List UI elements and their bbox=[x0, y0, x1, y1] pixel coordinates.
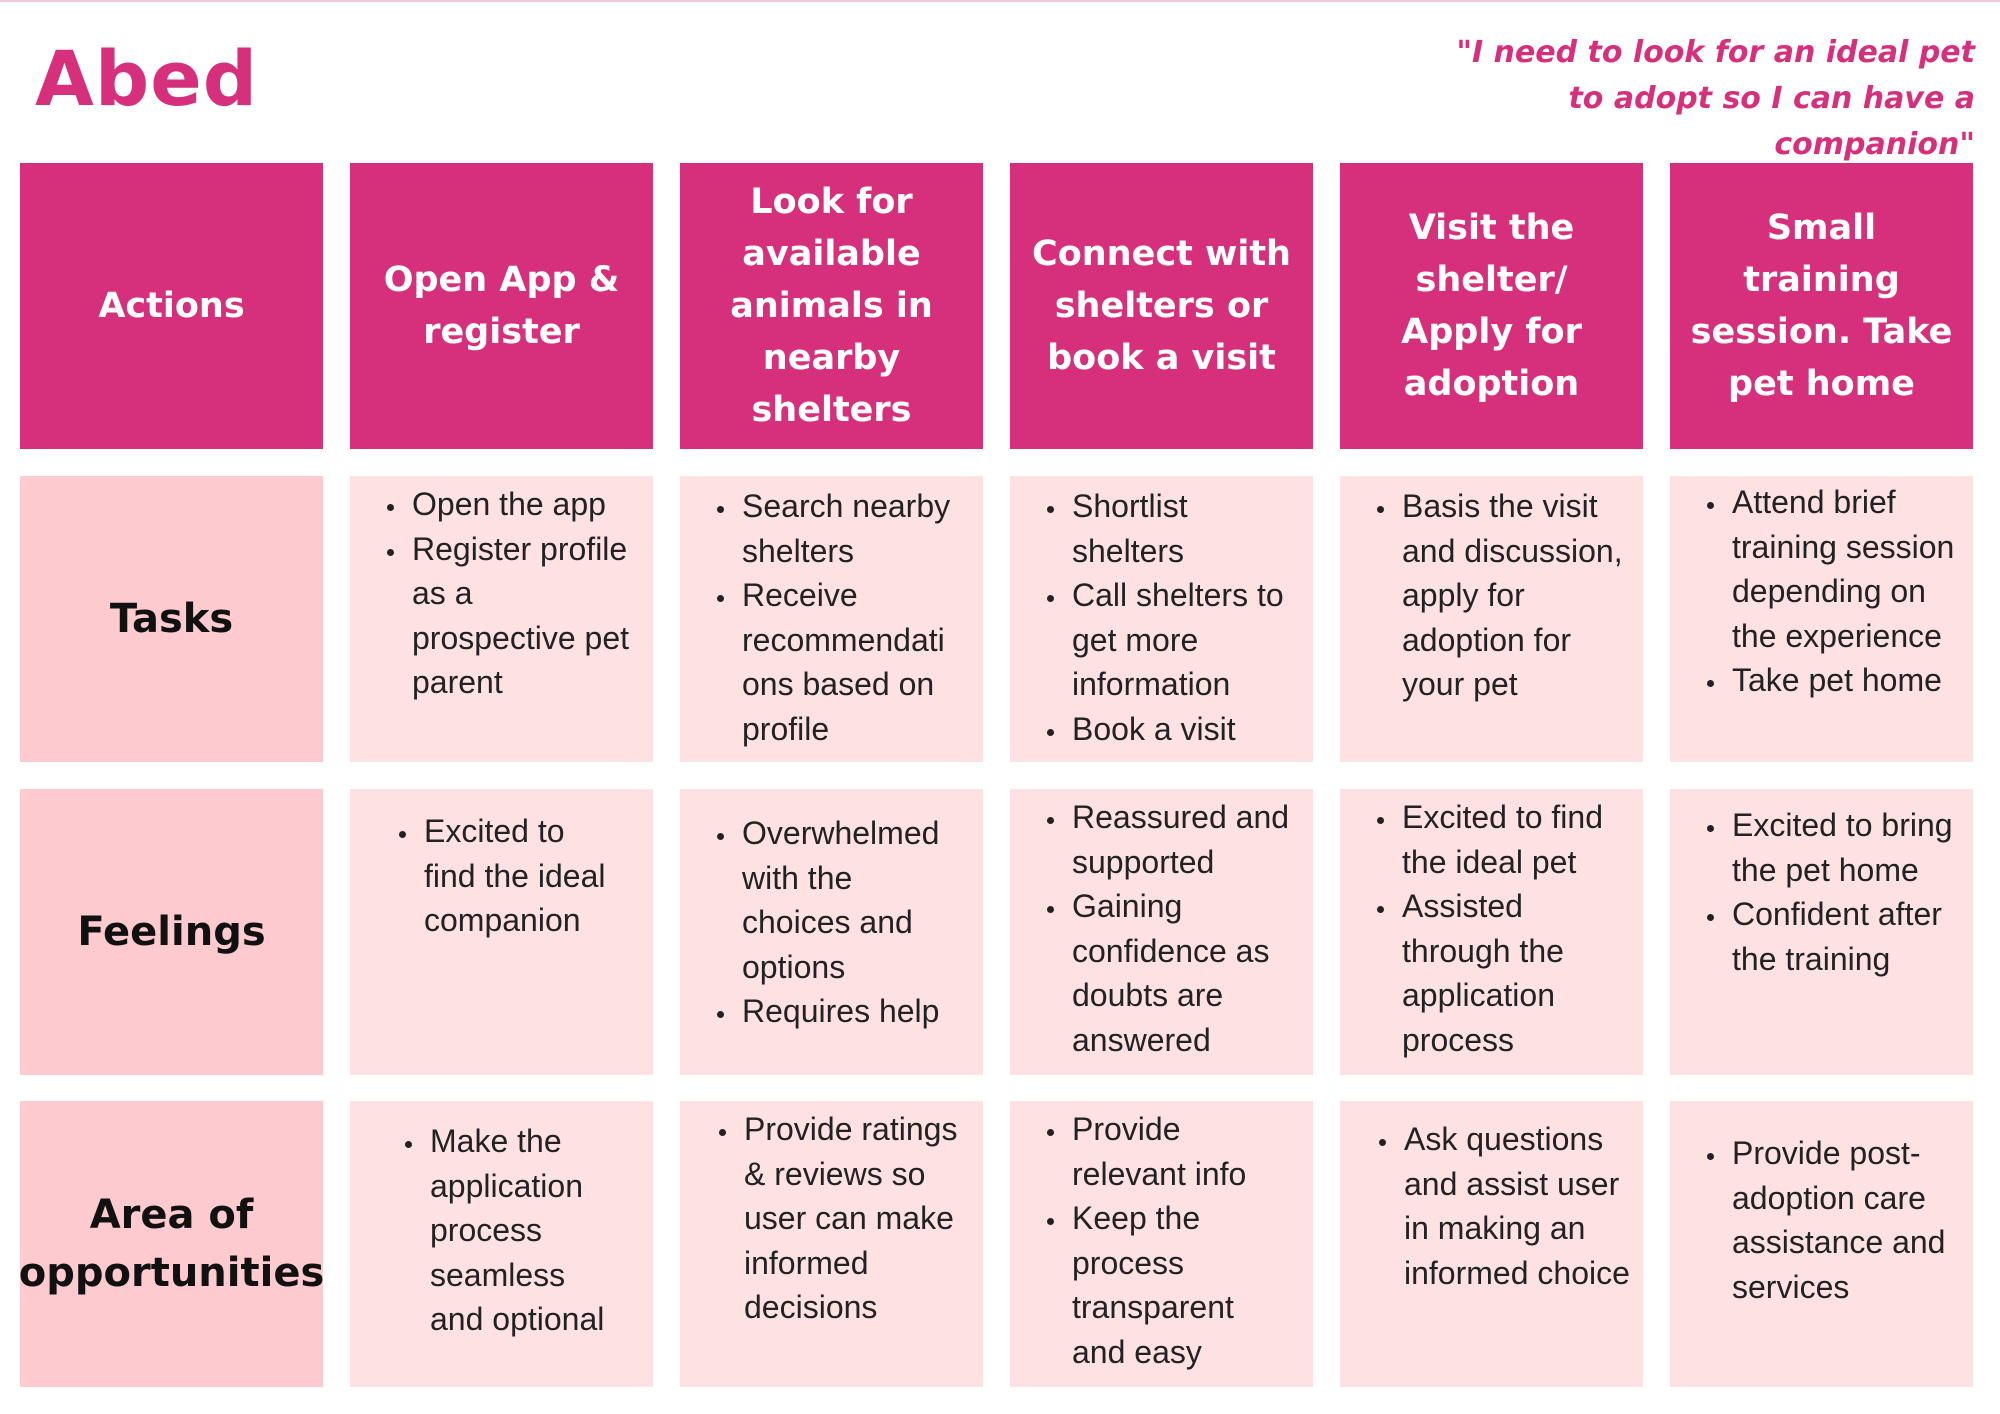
list-item: • Gaining confidence as doubts are answered bbox=[1068, 884, 1301, 1062]
bullet-list bbox=[1368, 1117, 1631, 1295]
opportunities-cell-2 bbox=[680, 1101, 983, 1387]
opportunities-cell-4 bbox=[1340, 1101, 1643, 1387]
list-item: • Excited to bring the pet home bbox=[1728, 803, 1961, 892]
opportunities-cell-3 bbox=[1010, 1101, 1313, 1387]
bullet-list bbox=[1036, 795, 1301, 1062]
feelings-cell-4 bbox=[1340, 789, 1643, 1075]
list-item: • Reassured and supported bbox=[1068, 795, 1301, 884]
persona-name: Abed bbox=[35, 34, 259, 123]
bullet-list bbox=[1036, 484, 1301, 751]
stage-header-1: Open App & register bbox=[350, 163, 653, 449]
list-item: • Assisted through the application process bbox=[1398, 884, 1631, 1062]
list-item: • Ask questions and assist user in making an informed choice bbox=[1400, 1117, 1631, 1295]
opportunities-cell-5 bbox=[1670, 1101, 1973, 1387]
bullet-list bbox=[1366, 484, 1623, 707]
persona-quote: "I need to look for an ideal pet to adopt so I can have a companion" bbox=[1456, 35, 1975, 162]
list-item: • Provide ratings & reviews so user can make informed decisions bbox=[740, 1107, 971, 1330]
feelings-cell-3 bbox=[1010, 789, 1313, 1075]
tasks-cell-2 bbox=[680, 476, 983, 762]
list-item: • Open the app bbox=[408, 482, 641, 527]
bullet-list bbox=[1366, 795, 1631, 1062]
tasks-cell-4 bbox=[1340, 476, 1643, 762]
stage-header-5: Small training session. Take pet home bbox=[1670, 163, 1973, 449]
bullet-list bbox=[388, 809, 623, 943]
row-label-tasks: Tasks bbox=[20, 476, 323, 762]
list-item: • Make the application process seamless and optional bbox=[426, 1119, 623, 1342]
feelings-cell-1 bbox=[350, 789, 653, 1075]
list-item: • Receive recommendati ons based on profile bbox=[738, 573, 971, 751]
list-item: • Requires help bbox=[738, 989, 963, 1034]
tasks-cell-1 bbox=[350, 476, 653, 762]
bullet-list bbox=[706, 811, 963, 1034]
list-item: • Shortlist shelters bbox=[1068, 484, 1301, 573]
list-item: • Provide relevant info bbox=[1068, 1107, 1293, 1196]
bullet-list bbox=[708, 1107, 971, 1330]
bullet-list bbox=[1696, 1131, 1953, 1309]
tasks-cell-5 bbox=[1670, 476, 1973, 762]
tasks-cell-3 bbox=[1010, 476, 1313, 762]
bullet-list bbox=[1036, 1107, 1293, 1374]
row-label-actions: Actions bbox=[20, 163, 323, 449]
row-label-opportunities: Area of opportunities bbox=[20, 1101, 323, 1387]
stage-header-3: Connect with shelters or book a visit bbox=[1010, 163, 1313, 449]
list-item: • Search nearby shelters bbox=[738, 484, 971, 573]
list-item: • Excited to find the ideal companion bbox=[420, 809, 623, 943]
bullet-list bbox=[376, 482, 641, 705]
bullet-list bbox=[394, 1119, 623, 1342]
list-item: • Provide post-adoption care assistance and services bbox=[1728, 1131, 1953, 1309]
list-item: • Overwhelmed with the choices and options bbox=[738, 811, 963, 989]
stage-header-4: Visit the shelter/ Apply for adoption bbox=[1340, 163, 1643, 449]
list-item: • Keep the process transparent and easy bbox=[1068, 1196, 1293, 1374]
list-item: • Register profile as a prospective pet parent bbox=[408, 527, 641, 705]
list-item: • Book a visit bbox=[1068, 707, 1301, 752]
list-item: • Attend brief training session depending on the experience bbox=[1728, 480, 1961, 658]
list-item: • Confident after the training bbox=[1728, 892, 1961, 981]
list-item: • Excited to find the ideal pet bbox=[1398, 795, 1631, 884]
list-item: • Call shelters to get more information bbox=[1068, 573, 1301, 707]
bullet-list bbox=[1696, 480, 1961, 703]
list-item: • Basis the visit and discussion, apply for adoption for your pet bbox=[1398, 484, 1623, 707]
bullet-list bbox=[1696, 803, 1961, 981]
feelings-cell-2 bbox=[680, 789, 983, 1075]
feelings-cell-5 bbox=[1670, 789, 1973, 1075]
stage-header-2: Look for available animals in nearby shelters bbox=[680, 163, 983, 449]
opportunities-cell-1 bbox=[350, 1101, 653, 1387]
bullet-list bbox=[706, 484, 971, 751]
row-label-feelings: Feelings bbox=[20, 789, 323, 1075]
top-divider bbox=[0, 0, 2000, 2]
list-item: • Take pet home bbox=[1728, 658, 1961, 703]
